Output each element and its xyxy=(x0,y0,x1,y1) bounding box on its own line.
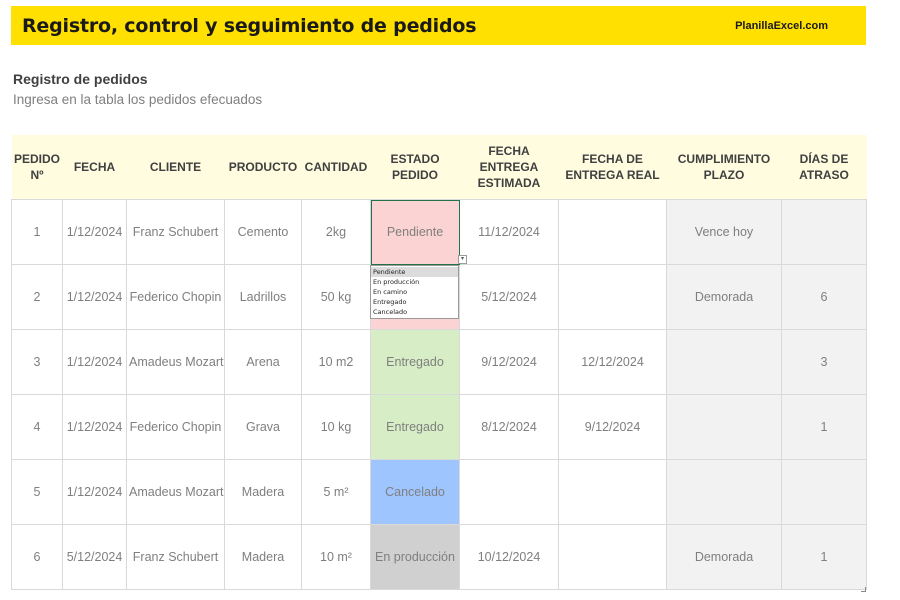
column-header: ESTADO PEDIDO xyxy=(371,135,460,200)
column-header: PEDIDO Nº xyxy=(12,135,63,200)
cell-fecha[interactable]: 1/12/2024 xyxy=(63,330,127,395)
cell-estado[interactable]: En producción xyxy=(371,525,460,590)
cell-pedido[interactable]: 1 xyxy=(12,200,63,265)
cell-fecha-estimada[interactable]: 10/12/2024 xyxy=(460,525,559,590)
cell-fecha[interactable]: 5/12/2024 xyxy=(63,525,127,590)
cell-cantidad[interactable]: 10 m2 xyxy=(302,330,371,395)
cell-producto[interactable]: Cemento xyxy=(225,200,302,265)
cell-pedido[interactable]: 2 xyxy=(12,265,63,330)
cell-fecha-real[interactable]: 9/12/2024 xyxy=(559,395,667,460)
cell-cliente[interactable]: Amadeus Mozart xyxy=(127,460,225,525)
cell-cantidad[interactable]: 10 m² xyxy=(302,525,371,590)
table-body xyxy=(12,200,867,590)
table-header-row xyxy=(12,135,867,200)
cell-pedido[interactable]: 3 xyxy=(12,330,63,395)
cell-fecha-estimada[interactable] xyxy=(460,460,559,525)
cell-cantidad[interactable]: 5 m² xyxy=(302,460,371,525)
cell-cumplimiento[interactable]: Demorada xyxy=(667,525,782,590)
status-dropdown-list[interactable] xyxy=(370,265,459,319)
column-header: CUMPLIMIENTO PLAZO xyxy=(667,135,782,200)
column-header: DÍAS DE ATRASO xyxy=(782,135,867,200)
cell-producto[interactable]: Ladrillos xyxy=(225,265,302,330)
cell-fecha-real[interactable] xyxy=(559,200,667,265)
brand-label: PlanillaExcel.com xyxy=(735,19,828,32)
cell-cliente[interactable]: Amadeus Mozart xyxy=(127,330,225,395)
cell-fecha-estimada[interactable]: 5/12/2024 xyxy=(460,265,559,330)
title-bar xyxy=(11,6,866,45)
cell-atraso[interactable]: 6 xyxy=(782,265,867,330)
table-row xyxy=(12,460,867,525)
dropdown-option[interactable]: En camino xyxy=(373,288,408,296)
cell-pedido[interactable]: 6 xyxy=(12,525,63,590)
cell-pedido[interactable]: 4 xyxy=(12,395,63,460)
cell-cliente[interactable]: Federico Chopin xyxy=(127,395,225,460)
cell-producto[interactable]: Madera xyxy=(225,525,302,590)
cell-fecha-estimada[interactable]: 9/12/2024 xyxy=(460,330,559,395)
cell-cliente[interactable]: Franz Schubert xyxy=(127,525,225,590)
column-header: FECHA xyxy=(63,135,127,200)
cell-atraso[interactable]: 3 xyxy=(782,330,867,395)
dropdown-option[interactable]: Pendiente xyxy=(371,267,458,277)
cell-producto[interactable]: Madera xyxy=(225,460,302,525)
table-row xyxy=(12,395,867,460)
cell-atraso[interactable] xyxy=(782,200,867,265)
cell-estado[interactable]: Cancelado xyxy=(371,460,460,525)
cell-fecha[interactable]: 1/12/2024 xyxy=(63,200,127,265)
cell-cumplimiento[interactable] xyxy=(667,460,782,525)
cell-cumplimiento[interactable] xyxy=(667,395,782,460)
cell-fecha-real[interactable] xyxy=(559,265,667,330)
cell-atraso[interactable]: 1 xyxy=(782,525,867,590)
cell-atraso[interactable] xyxy=(782,460,867,525)
cell-cumplimiento[interactable]: Demorada xyxy=(667,265,782,330)
cell-fecha-estimada[interactable]: 11/12/2024 xyxy=(460,200,559,265)
dropdown-option[interactable]: Cancelado xyxy=(373,308,408,316)
cell-cantidad[interactable]: 10 kg xyxy=(302,395,371,460)
cell-fecha[interactable]: 1/12/2024 xyxy=(63,265,127,330)
dropdown-arrow-icon[interactable]: ▾ xyxy=(458,255,467,264)
cell-estado[interactable]: Entregado xyxy=(371,330,460,395)
cell-estado[interactable]: Pendiente xyxy=(371,200,460,265)
cell-cliente[interactable]: Federico Chopin xyxy=(127,265,225,330)
cell-fecha-real[interactable]: 12/12/2024 xyxy=(559,330,667,395)
section-title: Registro de pedidos xyxy=(13,71,148,87)
cell-fecha-real[interactable] xyxy=(559,460,667,525)
cell-fecha[interactable]: 1/12/2024 xyxy=(63,395,127,460)
column-header: FECHA DE ENTREGA REAL xyxy=(559,135,667,200)
cell-fecha-estimada[interactable]: 8/12/2024 xyxy=(460,395,559,460)
cell-cliente[interactable]: Franz Schubert xyxy=(127,200,225,265)
cell-estado[interactable]: Entregado xyxy=(371,395,460,460)
cell-cumplimiento[interactable]: Vence hoy xyxy=(667,200,782,265)
cell-producto[interactable]: Arena xyxy=(225,330,302,395)
table-row xyxy=(12,525,867,590)
table-row xyxy=(12,330,867,395)
column-header: PRODUCTO xyxy=(225,135,302,200)
cell-atraso[interactable]: 1 xyxy=(782,395,867,460)
column-header: CANTIDAD xyxy=(302,135,371,200)
table-row xyxy=(12,200,867,265)
cell-cantidad[interactable]: 2kg xyxy=(302,200,371,265)
dropdown-option[interactable]: En producción xyxy=(373,278,420,286)
cell-cantidad[interactable]: 50 kg xyxy=(302,265,371,330)
section-subtitle: Ingresa en la tabla los pedidos efecuados xyxy=(13,92,263,107)
cell-fecha-real[interactable] xyxy=(559,525,667,590)
page-title: Registro, control y seguimiento de pedidos xyxy=(22,14,477,37)
cell-cumplimiento[interactable] xyxy=(667,330,782,395)
dropdown-option[interactable]: Entregado xyxy=(373,298,407,306)
column-header: CLIENTE xyxy=(127,135,225,200)
column-header: FECHA ENTREGA ESTIMADA xyxy=(460,135,559,200)
cell-pedido[interactable]: 5 xyxy=(12,460,63,525)
cell-fecha[interactable]: 1/12/2024 xyxy=(63,460,127,525)
resize-handle-icon[interactable] xyxy=(861,587,866,592)
cell-producto[interactable]: Grava xyxy=(225,395,302,460)
orders-table xyxy=(11,135,867,590)
